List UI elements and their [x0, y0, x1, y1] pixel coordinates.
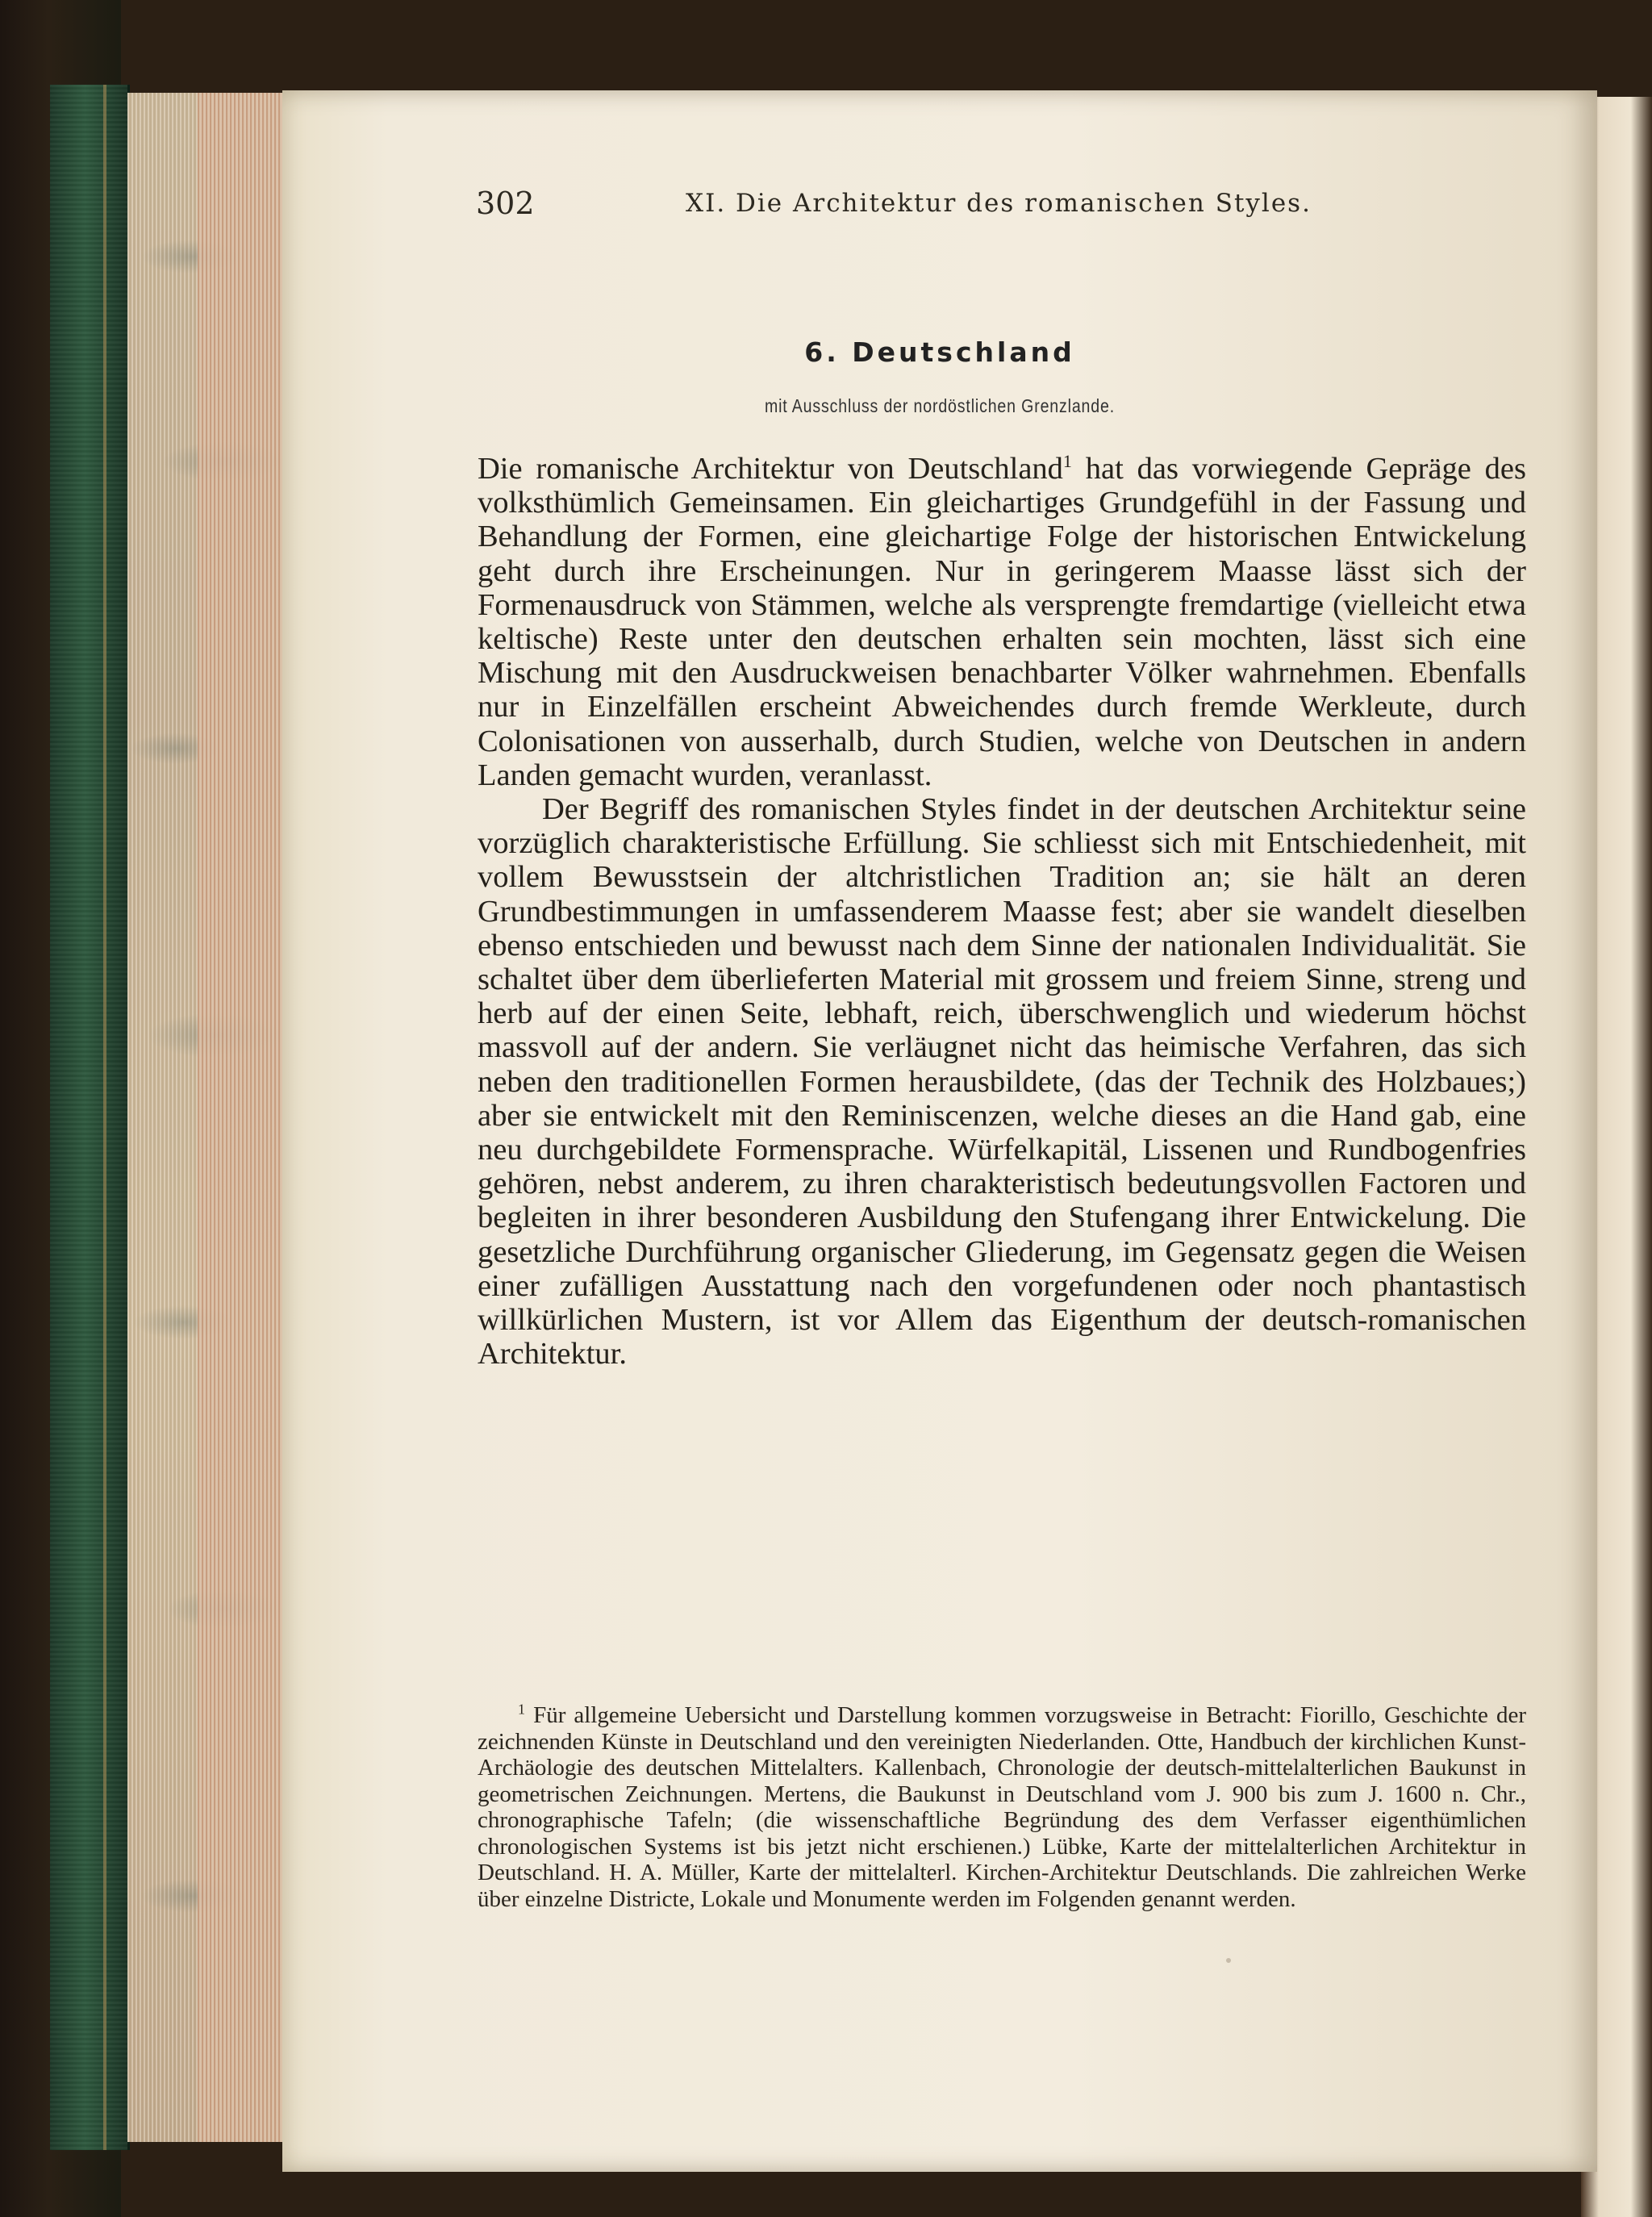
- footnote-mark: 1: [518, 1701, 525, 1718]
- page-stack-edge: [198, 93, 282, 2142]
- paper-speck: [1226, 1958, 1231, 1963]
- spine-gilt-line: [103, 85, 106, 2150]
- running-title: XI. Die Architektur des romanischen Styles.: [686, 189, 1312, 218]
- body-text: [478, 452, 1526, 1371]
- book-page: [282, 90, 1597, 2172]
- paper-speck: [508, 970, 511, 975]
- footnote-reference: 1: [1062, 451, 1072, 472]
- paragraph-1: [478, 452, 1526, 792]
- paragraph-2: Der Begriff des romanischen Styles findet in der deutschen Architektur seine vorzüglich charakteristische Erfüllung. Sie schliesst sich mit Entschiedenheit, mit vollem Bewusstsein der altchristlichen Tradition an; sie hält an deren Grundbestimmungen in umfassenderem Maasse fest; aber sie wandelt dieselben ebenso entschieden und bewusst nach dem Sinne der nationalen Individualität. Sie schaltet über dem überlieferten Material mit grossem und freiem Sinne, streng und herb auf der einen Seite, lebhaft, reich, überschwenglich und wiederum höchst massvoll auf der andern. Sie verläugnet nicht das heimische Verfahren, das sich neben den traditionellen Formen herausbildete, (das der Technik des Holzbaues;) aber sie entwickelt mit den Reminiscenzen, welche dieses an die Hand gab, eine neu durchgebildete Formensprache. Würfelkapitäl, Lissenen und Rundbogenfries gehören, nebst anderem, zu ihren charakteristisch bedeutungsvollen Factoren und begleiten in ihrer besonderen Ausbildung den Stufengang ihrer Entwickelung. Die gesetzliche Durchführung organischer Gliederung, im Gegensatz gegen die Weisen einer zufälligen Ausstattung nach den vorgefundenen oder noch phantastisch willkürlichen Mustern, ist vor Allem das Eigenthum der deutsch-romanischen Architektur.: [478, 792, 1526, 1372]
- footnote: [478, 1702, 1526, 1912]
- page-number: 302: [476, 186, 535, 221]
- paragraph-1-start: Die romanische Architektur von Deutschland: [478, 452, 1063, 486]
- section-subtitle: mit Ausschluss der nordöstlichen Grenzlande.: [764, 395, 1116, 416]
- footnote-text-block: [478, 1702, 1526, 1912]
- book-spine-green-cloth: [50, 85, 130, 2150]
- footnote-text: Für allgemeine Uebersicht und Darstellung kommen vorzugsweise in Betracht: Fiorillo, Geschichte der zeichnenden Künste in Deutschland und den vereinigten Niederlanden. Otte, Handbuch der kirchlichen Kunst-Archäologie des deutschen Mittelalters. Kallenbach, Chronologie der deutsch-mittelalterlichen Baukunst in geometrischen Zeichnungen. Mertens, die Baukunst in Deutschland vom J. 900 bis zum J. 1600 n. Chr., chronographische Tafeln; (die wissenschaftliche Begründung des dem Verfasser eigenthümlichen chronologischen Systems ist bis jetzt nicht erschienen.) Lübke, Karte der mittelalterlichen Architektur in Deutschland. H. A. Müller, Karte der mittelalterl. Kirchen-Architektur Deutschlands. Die zahlreichen Werke über einzelne Districte, Lokale und Monumente werden im Folgenden genannt werden.: [478, 1702, 1527, 1912]
- section-title: 6. Deutschland: [804, 336, 1075, 368]
- paragraph-1-rest: hat das vorwiegende Gepräge des volksthümlich Gemeinsamen. Ein gleichartiges Grundgefühl in der Fassung und Behandlung der Formen, eine gleichartige Folge der historischen Entwickelung geht durch ihre Erscheinungen. Nur in geringerem Maasse lässt sich der Formenausdruck von Stämmen, welche als versprengte fremdartige (vielleicht etwa keltische) Reste unter den deutschen erhalten sein mochten, lässt sich eine Mischung mit den Ausdruckweisen benachbarter Völker wahrnehmen. Ebenfalls nur in Einzelfällen erscheint Abweichendes durch fremde Werkleute, durch Colonisationen von ausserhalb, durch Studien, welche von Deutschen in andern Landen gemacht wurden, veranlasst.: [478, 452, 1526, 792]
